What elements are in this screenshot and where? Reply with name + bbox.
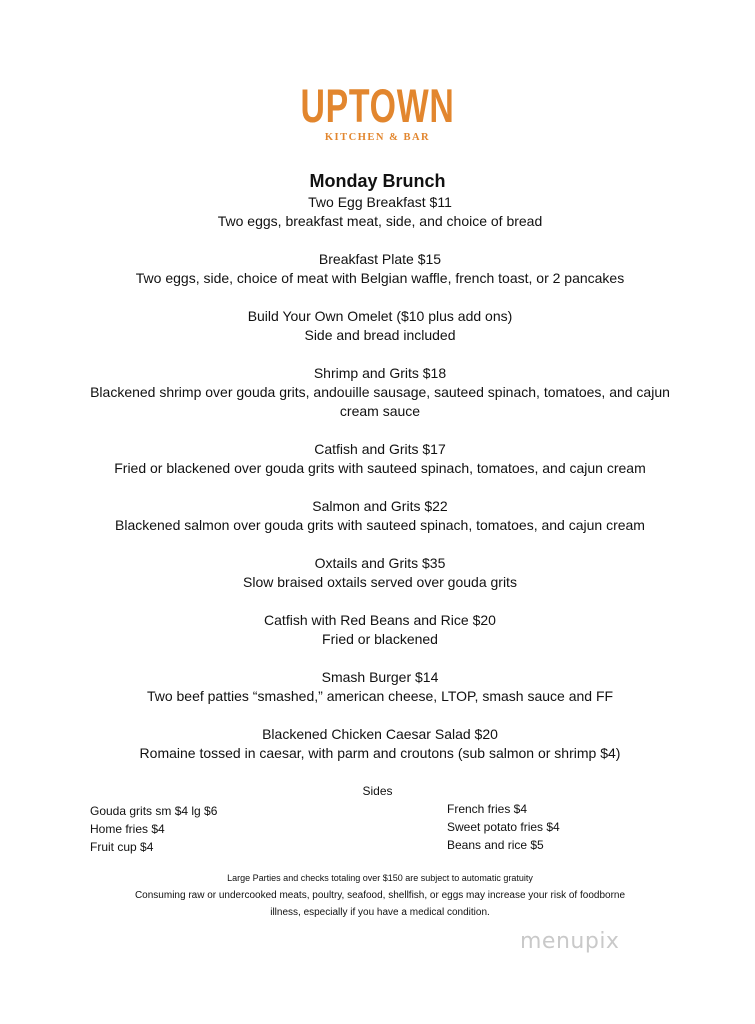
side-item: Gouda grits sm $4 lg $6 [90,804,218,818]
item-description: Side and bread included [304,327,456,343]
side-item: Home fries $4 [90,822,165,836]
item-name: Oxtails and Grits $35 [314,555,446,571]
item-name: Two Egg Breakfast $11 [308,194,452,210]
logo-wordmark: UPTOWN [300,79,455,132]
item-name: Breakfast Plate $15 [318,251,442,267]
menu-item [70,193,690,231]
menu-item [70,554,690,592]
item-name: Blackened Chicken Caesar Salad $20 [262,726,498,742]
item-description: Two beef patties “smashed,” american cheese, LTOP, smash sauce and FF [146,688,614,704]
menu-item [70,611,690,649]
sides-left-column [90,802,217,856]
item-description: Fried or blackened [322,631,438,647]
sides-right-column [447,800,560,854]
menu-item [70,250,690,288]
item-description: Two eggs, breakfast meat, side, and choice of bread [217,213,543,229]
menu-item [70,497,690,535]
food-safety-warning-cont: illness, especially if you have a medical condition. [270,907,490,918]
gratuity-notice: Large Parties and checks totaling over $150 are subject to automatic gratuity [227,873,533,883]
side-item: Beans and rice $5 [447,838,544,852]
menu-item [70,307,690,345]
item-name: Salmon and Grits $22 [312,498,448,514]
item-description: Blackened salmon over gouda grits with sauteed spinach, tomatoes, and cajun cream [115,517,645,533]
side-item: Sweet potato fries $4 [447,820,560,834]
footer-notes [60,870,700,921]
menu-item [70,725,690,763]
side-item: Fruit cup $4 [90,840,154,854]
item-description: Blackened shrimp over gouda grits, andouille sausage, sauteed spinach, tomatoes, and cajun cream sauce [90,384,670,419]
item-name: Build Your Own Omelet ($10 plus add ons) [247,308,513,324]
food-safety-warning: Consuming raw or undercooked meats, poultry, seafood, shellfish, or eggs may increase your risk of foodborne [134,890,626,901]
menupix-watermark: menupix [520,929,620,954]
logo-tagline: KITCHEN & BAR [324,132,431,143]
item-description: Fried or blackened over gouda grits with sauteed spinach, tomatoes, and cajun cream [114,460,646,476]
item-name: Smash Burger $14 [321,669,439,685]
item-description: Slow braised oxtails served over gouda grits [243,574,517,590]
menu-item [70,668,690,706]
side-item: French fries $4 [447,802,528,816]
menu-item [70,440,690,478]
item-description: Two eggs, side, choice of meat with Belgian waffle, french toast, or 2 pancakes [135,270,625,286]
menu-item [70,364,690,421]
sides-title: Sides [362,784,393,798]
menu-items [70,193,690,782]
item-name: Catfish with Red Beans and Rice $20 [264,612,496,628]
item-description: Romaine tossed in caesar, with parm and croutons (sub salmon or shrimp $4) [139,745,621,761]
item-name: Shrimp and Grits $18 [313,365,447,381]
item-name: Catfish and Grits $17 [314,441,446,457]
menu-title: Monday Brunch [309,171,446,191]
